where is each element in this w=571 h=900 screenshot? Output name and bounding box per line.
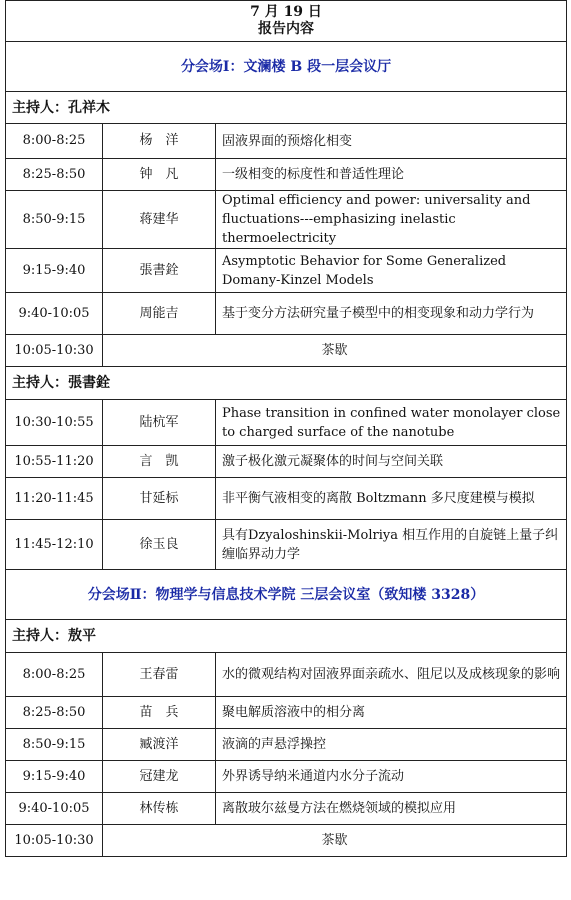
speaker-cell: 林传栋 xyxy=(103,793,216,825)
date-heading: 7 月 19 日 xyxy=(250,4,322,20)
title-cell: Optimal efficiency and power: universality and fluctuations---emphasizing inelastic thermoelectricity xyxy=(216,191,567,249)
time-cell: 9:40-10:05 xyxy=(6,293,103,335)
schedule-page xyxy=(5,0,566,857)
table-row xyxy=(6,400,567,446)
tea-break-label: 茶歇 xyxy=(103,335,567,367)
table-row xyxy=(6,697,567,729)
title-cell: 离散玻尔兹曼方法在燃烧领域的模拟应用 xyxy=(216,793,567,825)
speaker-cell: 王春雷 xyxy=(103,653,216,697)
title-cell: 一级相变的标度性和普适性理论 xyxy=(216,159,567,191)
title-cell: 固液界面的预熔化相变 xyxy=(216,124,567,159)
table-row xyxy=(6,761,567,793)
venue-title: 分会场Ⅱ：物理学与信息技术学院 三层会议室（致知楼 3328） xyxy=(6,570,567,620)
time-cell: 11:45-12:10 xyxy=(6,520,103,570)
time-cell: 9:40-10:05 xyxy=(6,793,103,825)
title-cell: 基于变分方法研究量子模型中的相变现象和动力学行为 xyxy=(216,293,567,335)
venue-title: 分会场Ⅰ：文澜楼 B 段一层会议厅 xyxy=(6,42,567,92)
header-row xyxy=(6,1,567,42)
speaker-cell: 冠建龙 xyxy=(103,761,216,793)
host-row xyxy=(6,92,567,124)
table-row xyxy=(6,446,567,478)
title-cell: 聚电解质溶液中的相分离 xyxy=(216,697,567,729)
table-row xyxy=(6,191,567,249)
table-row xyxy=(6,478,567,520)
table-row xyxy=(6,520,567,570)
table-row xyxy=(6,653,567,697)
speaker-cell: 钟 凡 xyxy=(103,159,216,191)
speaker-cell: 徐玉良 xyxy=(103,520,216,570)
break-row xyxy=(6,335,567,367)
title-cell: 具有Dzyaloshinskii-Molriya 相互作用的自旋链上量子纠缠临界动力学 xyxy=(216,520,567,570)
title-cell: 激子极化激元凝聚体的时间与空间关联 xyxy=(216,446,567,478)
time-cell: 8:00-8:25 xyxy=(6,124,103,159)
time-cell: 8:25-8:50 xyxy=(6,159,103,191)
host-label: 主持人：張書銓 xyxy=(6,367,567,400)
table-row xyxy=(6,159,567,191)
time-cell: 10:55-11:20 xyxy=(6,446,103,478)
host-label: 主持人：敖平 xyxy=(6,620,567,653)
title-cell: 水的微观结构对固液界面亲疏水、阻尼以及成核现象的影响 xyxy=(216,653,567,697)
title-cell: 非平衡气液相变的离散 Boltzmann 多尺度建模与模拟 xyxy=(216,478,567,520)
speaker-cell: 蒋建华 xyxy=(103,191,216,249)
time-cell: 11:20-11:45 xyxy=(6,478,103,520)
host-row xyxy=(6,620,567,653)
table-row xyxy=(6,249,567,293)
speaker-cell: 甘延标 xyxy=(103,478,216,520)
speaker-cell: 苗 兵 xyxy=(103,697,216,729)
time-cell: 10:05-10:30 xyxy=(6,825,103,857)
time-cell: 8:00-8:25 xyxy=(6,653,103,697)
host-row xyxy=(6,367,567,400)
tea-break-label: 茶歇 xyxy=(103,825,567,857)
report-heading: 报告内容 xyxy=(258,21,314,37)
venue-row xyxy=(6,570,567,620)
speaker-cell: 張書銓 xyxy=(103,249,216,293)
host-label: 主持人：孔祥木 xyxy=(6,92,567,124)
table-row xyxy=(6,729,567,761)
time-cell: 8:25-8:50 xyxy=(6,697,103,729)
time-cell: 9:15-9:40 xyxy=(6,249,103,293)
title-cell: 液滴的声悬浮操控 xyxy=(216,729,567,761)
speaker-cell: 周能吉 xyxy=(103,293,216,335)
schedule-table xyxy=(5,0,567,857)
time-cell: 9:15-9:40 xyxy=(6,761,103,793)
venue-row xyxy=(6,42,567,92)
speaker-cell: 杨 洋 xyxy=(103,124,216,159)
break-row xyxy=(6,825,567,857)
title-cell: Phase transition in confined water monolayer close to charged surface of the nanotube xyxy=(216,400,567,446)
time-cell: 8:50-9:15 xyxy=(6,729,103,761)
title-cell: 外界诱导纳米通道内水分子流动 xyxy=(216,761,567,793)
speaker-cell: 臧渡洋 xyxy=(103,729,216,761)
table-row xyxy=(6,124,567,159)
table-row xyxy=(6,293,567,335)
time-cell: 10:05-10:30 xyxy=(6,335,103,367)
speaker-cell: 陆杭军 xyxy=(103,400,216,446)
table-row xyxy=(6,793,567,825)
time-cell: 10:30-10:55 xyxy=(6,400,103,446)
speaker-cell: 言 凯 xyxy=(103,446,216,478)
title-cell: Asymptotic Behavior for Some Generalized Domany-Kinzel Models xyxy=(216,249,567,293)
time-cell: 8:50-9:15 xyxy=(6,191,103,249)
table-header xyxy=(6,1,567,42)
